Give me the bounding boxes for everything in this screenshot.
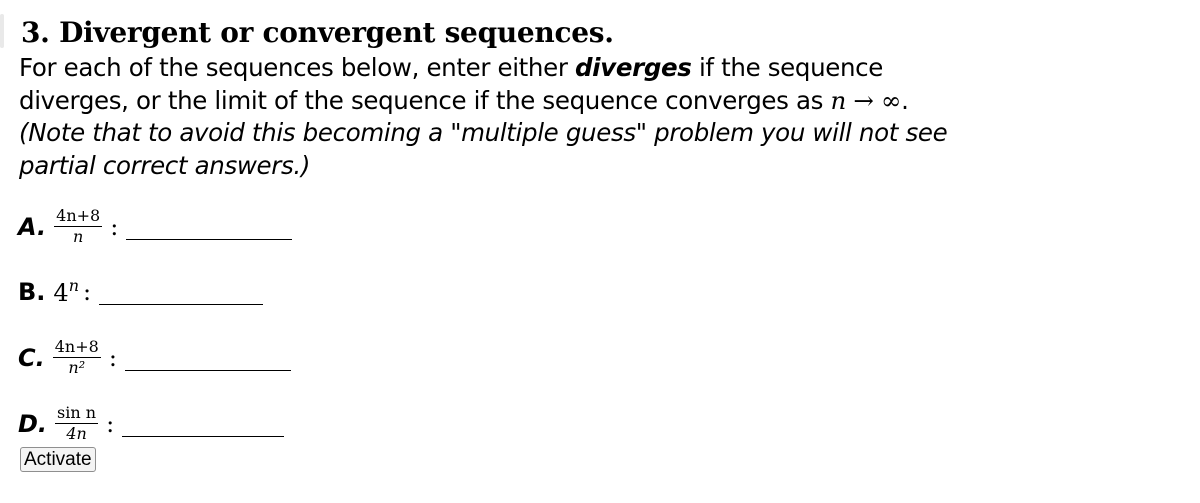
part-d-label: D.	[18, 409, 48, 438]
part-a	[18, 207, 292, 246]
part-c-answer-input[interactable]	[125, 344, 291, 371]
limit-notation: n → ∞	[830, 85, 902, 115]
part-d-fraction	[55, 404, 98, 443]
part-c-fraction	[53, 338, 101, 377]
part-c	[18, 338, 291, 377]
part-a-colon: :	[110, 212, 119, 241]
part-d-numerator: sin n	[57, 403, 97, 422]
part-d	[18, 404, 284, 443]
activate-button[interactable]: Activate	[20, 447, 96, 472]
part-a-fraction	[54, 207, 102, 246]
part-b-expression	[53, 276, 79, 307]
instructions-text-2: diverges, or the limit of the sequence if the sequence converges as	[19, 85, 831, 115]
part-a-answer-input[interactable]	[126, 213, 292, 240]
part-b-answer-input[interactable]	[99, 278, 263, 305]
instructions-line-1	[19, 52, 919, 85]
part-b-colon: :	[83, 277, 92, 306]
instructions-text-cont: if the sequence	[691, 53, 883, 82]
part-a-numerator: 4n+8	[56, 206, 101, 225]
part-c-numerator: 4n+8	[54, 337, 99, 356]
diverges-keyword: diverges	[574, 53, 692, 82]
instructions-text: For each of the sequences below, enter either	[19, 53, 575, 82]
part-b-exponent: n	[68, 276, 80, 295]
note-line-1: (Note that to avoid this becoming a "multiple guess" problem you will not see	[19, 118, 948, 147]
instructions-period: .	[901, 85, 909, 115]
part-b	[18, 276, 263, 307]
part-b-label: B.	[18, 277, 46, 306]
part-c-label: C.	[18, 343, 45, 372]
problem-title: 3. Divergent or convergent sequences.	[21, 16, 614, 49]
part-c-colon: :	[108, 343, 117, 372]
left-edge-marker	[0, 14, 4, 48]
part-c-denominator: n²	[68, 358, 86, 377]
instructions-line-2	[19, 85, 919, 118]
part-d-denominator: 4n	[66, 424, 87, 443]
problem-instructions	[19, 52, 948, 182]
part-a-denominator: n	[73, 227, 84, 246]
note-line-2: partial correct answers.)	[19, 150, 311, 180]
part-b-base: 4	[53, 279, 69, 307]
part-d-answer-input[interactable]	[122, 410, 284, 437]
part-a-label: A.	[18, 212, 47, 241]
part-d-colon: :	[106, 409, 115, 438]
